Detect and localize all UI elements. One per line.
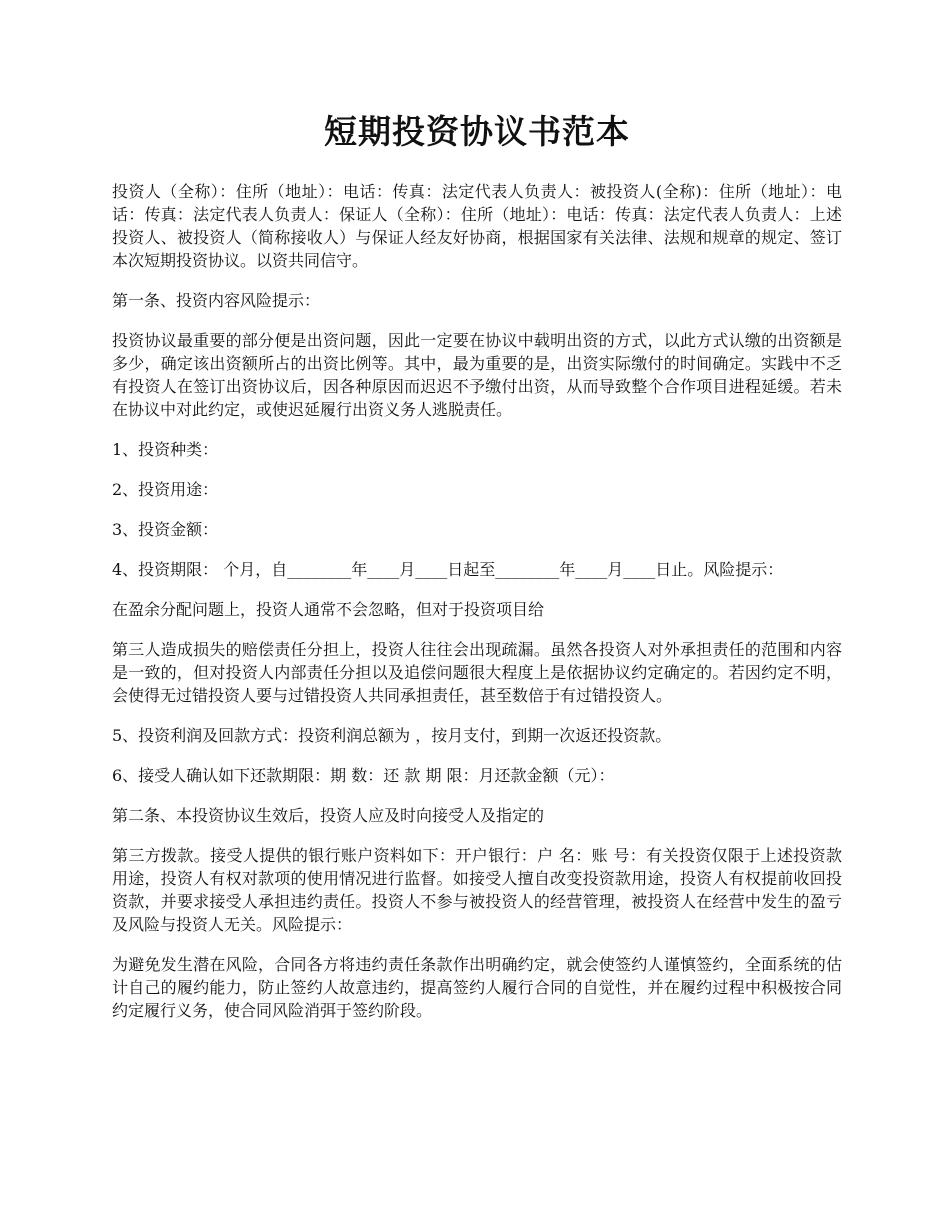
paragraph-profit-distribution: 在盈余分配问题上，投资人通常不会忽略，但对于投资项目给: [112, 599, 545, 619]
paragraph-breach-liability: 为避免发生潜在风险，合同各方将违约责任条款作出明确约定，就会使签约人谨慎签约，全面系统的估计自己的履约能力，防止签约人故意违约，提高签约人履行合同的自觉性，并在履约过程中积极按合同约定履行义务，使合同风险消弭于签约阶段。: [112, 954, 842, 1020]
paragraph-investment-amount: 3、投资金额：: [112, 519, 219, 539]
paragraph-investment-type: 1、投资种类：: [112, 439, 219, 459]
paragraph-liability-sharing: 第三人造成损失的赔偿责任分担上，投资人往往会出现疏漏。虽然各投资人对外承担责任的范围和内容是一致的，但对投资人内部责任分担以及追偿问题很大程度上是依据协议约定确定的。若因约定不明，会使得无过错投资人要与过错投资人共同承担责任，甚至数倍于有过错投资人。: [112, 639, 842, 705]
paragraph-article-2: 第二条、本投资协议生效后，投资人应及时向接受人及指定的: [112, 805, 545, 825]
paragraph-investment-term: 4、投资期限： 个月，自________年____月____日起至________年____月____日止。风险提示：: [112, 559, 784, 579]
paragraph-article-1-heading: 第一条、投资内容风险提示：: [112, 290, 321, 310]
paragraph-profit-repayment: 5、投资利润及回款方式：投资利润总额为 ，按月支付，到期一次返还投资款。: [112, 725, 672, 745]
document-page: [112, 112, 842, 1039]
paragraph-parties: 投资人（全称）：住所（地址）：电话：传真：法定代表人负责人：被投资人(全称)：住所（地址）：电话：传真：法定代表人负责人：保证人（全称）：住所（地址）：电话：传真：法定代表人负责人：上述投资人、被投资人（简称接收人）与保证人经友好协商，根据国家有关法律、法规和规章的规定、签订本次短期投资协议。以资共同信守。: [112, 181, 842, 270]
paragraph-investment-use: 2、投资用途：: [112, 479, 219, 499]
paragraph-capital-contribution: 投资协议最重要的部分便是出资问题，因此一定要在协议中载明出资的方式，以此方式认缴的出资额是多少，确定该出资额所占的出资比例等。其中，最为重要的是，出资实际缴付的时间确定。实践中不乏有投资人在签订出资协议后，因各种原因而迟迟不予缴付出资，从而导致整个合作项目进程延缓。若未在协议中对此约定，或使迟延履行出资义务人逃脱责任。: [112, 330, 842, 419]
document-title: 短期投资协议书范本: [324, 112, 630, 151]
paragraph-bank-account: 第三方拨款。接受人提供的银行账户资料如下：开户银行：户 名：账 号：有关投资仅限于上述投资款用途，投资人有权对款项的使用情况进行监督。如接受人擅自改变投资款用途，投资人有权提前收回投资款，并要求接受人承担违约责任。投资人不参与被投资人的经营管理，被投资人在经营中发生的盈亏及风险与投资人无关。风险提示：: [112, 845, 842, 934]
paragraph-repayment-schedule: 6、接受人确认如下还款期限：期 数：还 款 期 限：月还款金额（元）：: [112, 765, 615, 785]
